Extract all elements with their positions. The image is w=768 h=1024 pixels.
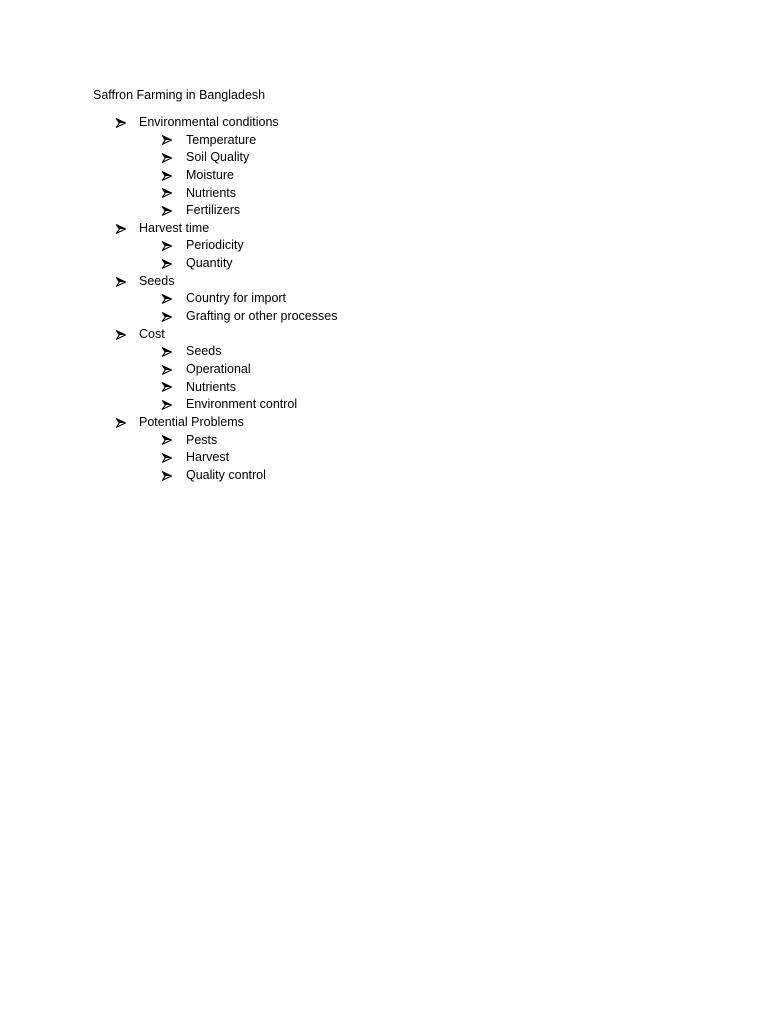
- document-title: Saffron Farming in Bangladesh: [93, 88, 266, 102]
- arrowhead-bullet-icon: [162, 185, 174, 203]
- outline-subitem: [0, 308, 768, 326]
- arrowhead-bullet-icon: [116, 220, 128, 238]
- arrowhead-bullet-icon: [162, 290, 174, 308]
- arrowhead-bullet-icon: [162, 379, 174, 397]
- outline-subitem-label: Country for import: [186, 291, 287, 306]
- outline-subitem: [0, 255, 768, 273]
- outline-subitem-label: Grafting or other processes: [186, 309, 338, 324]
- outline-item-label: Potential Problems: [139, 414, 244, 429]
- outline-list: [0, 114, 768, 484]
- arrowhead-bullet-icon: [116, 414, 128, 432]
- outline-subitem-label: Environment control: [186, 397, 298, 412]
- arrowhead-bullet-icon: [116, 273, 128, 291]
- outline-subitem-label: Operational: [186, 361, 251, 376]
- outline-item: [0, 414, 768, 432]
- outline-subitem-label: Moisture: [186, 167, 234, 182]
- outline-subitem-label: Nutrients: [186, 379, 237, 394]
- outline-subitem: [0, 343, 768, 361]
- outline-subitem-label: Periodicity: [186, 238, 244, 253]
- arrowhead-bullet-icon: [162, 343, 174, 361]
- outline-item-label: Environmental conditions: [139, 115, 279, 129]
- arrowhead-bullet-icon: [162, 149, 174, 167]
- arrowhead-bullet-icon: [162, 467, 174, 485]
- outline-item: [0, 114, 768, 132]
- arrowhead-bullet-icon: [162, 449, 174, 467]
- outline-subitem: [0, 432, 768, 450]
- outline-subitem: [0, 202, 768, 220]
- outline-item-label: Cost: [139, 326, 165, 341]
- arrowhead-bullet-icon: [162, 237, 174, 255]
- arrowhead-bullet-icon: [162, 361, 174, 379]
- outline-subitem-label: Soil Quality: [186, 150, 250, 165]
- outline-subitem: [0, 361, 768, 379]
- outline-item-label: Harvest time: [139, 220, 210, 235]
- outline-item: [0, 273, 768, 291]
- arrowhead-bullet-icon: [162, 308, 174, 326]
- outline-subitem-label: Nutrients: [186, 185, 237, 200]
- arrowhead-bullet-icon: [162, 202, 174, 220]
- outline-item: [0, 326, 768, 344]
- outline-item-label: Seeds: [139, 273, 175, 288]
- outline-subitem-label: Quantity: [186, 256, 233, 271]
- outline-subitem-label: Pests: [186, 432, 218, 447]
- arrowhead-bullet-icon: [116, 326, 128, 344]
- outline-subitem: [0, 467, 768, 485]
- outline-subitem: [0, 379, 768, 397]
- arrowhead-bullet-icon: [162, 432, 174, 450]
- outline-subitem-label: Temperature: [186, 132, 257, 147]
- outline-subitem-label: Quality control: [186, 467, 266, 482]
- outline-subitem: [0, 167, 768, 185]
- arrowhead-bullet-icon: [162, 167, 174, 185]
- arrowhead-bullet-icon: [162, 255, 174, 273]
- arrowhead-bullet-icon: [162, 132, 174, 150]
- outline-subitem: [0, 290, 768, 308]
- outline-subitem: [0, 149, 768, 167]
- outline-subitem: [0, 449, 768, 467]
- outline-subitem-label: Fertilizers: [186, 203, 241, 218]
- arrowhead-bullet-icon: [162, 396, 174, 414]
- outline-subitem: [0, 237, 768, 255]
- outline-subitem: [0, 132, 768, 150]
- outline-subitem: [0, 396, 768, 414]
- arrowhead-bullet-icon: [116, 114, 128, 132]
- outline-subitem-label: Harvest: [186, 450, 230, 465]
- outline-subitem-label: Seeds: [186, 344, 222, 359]
- outline-item: [0, 220, 768, 238]
- outline-subitem: [0, 185, 768, 203]
